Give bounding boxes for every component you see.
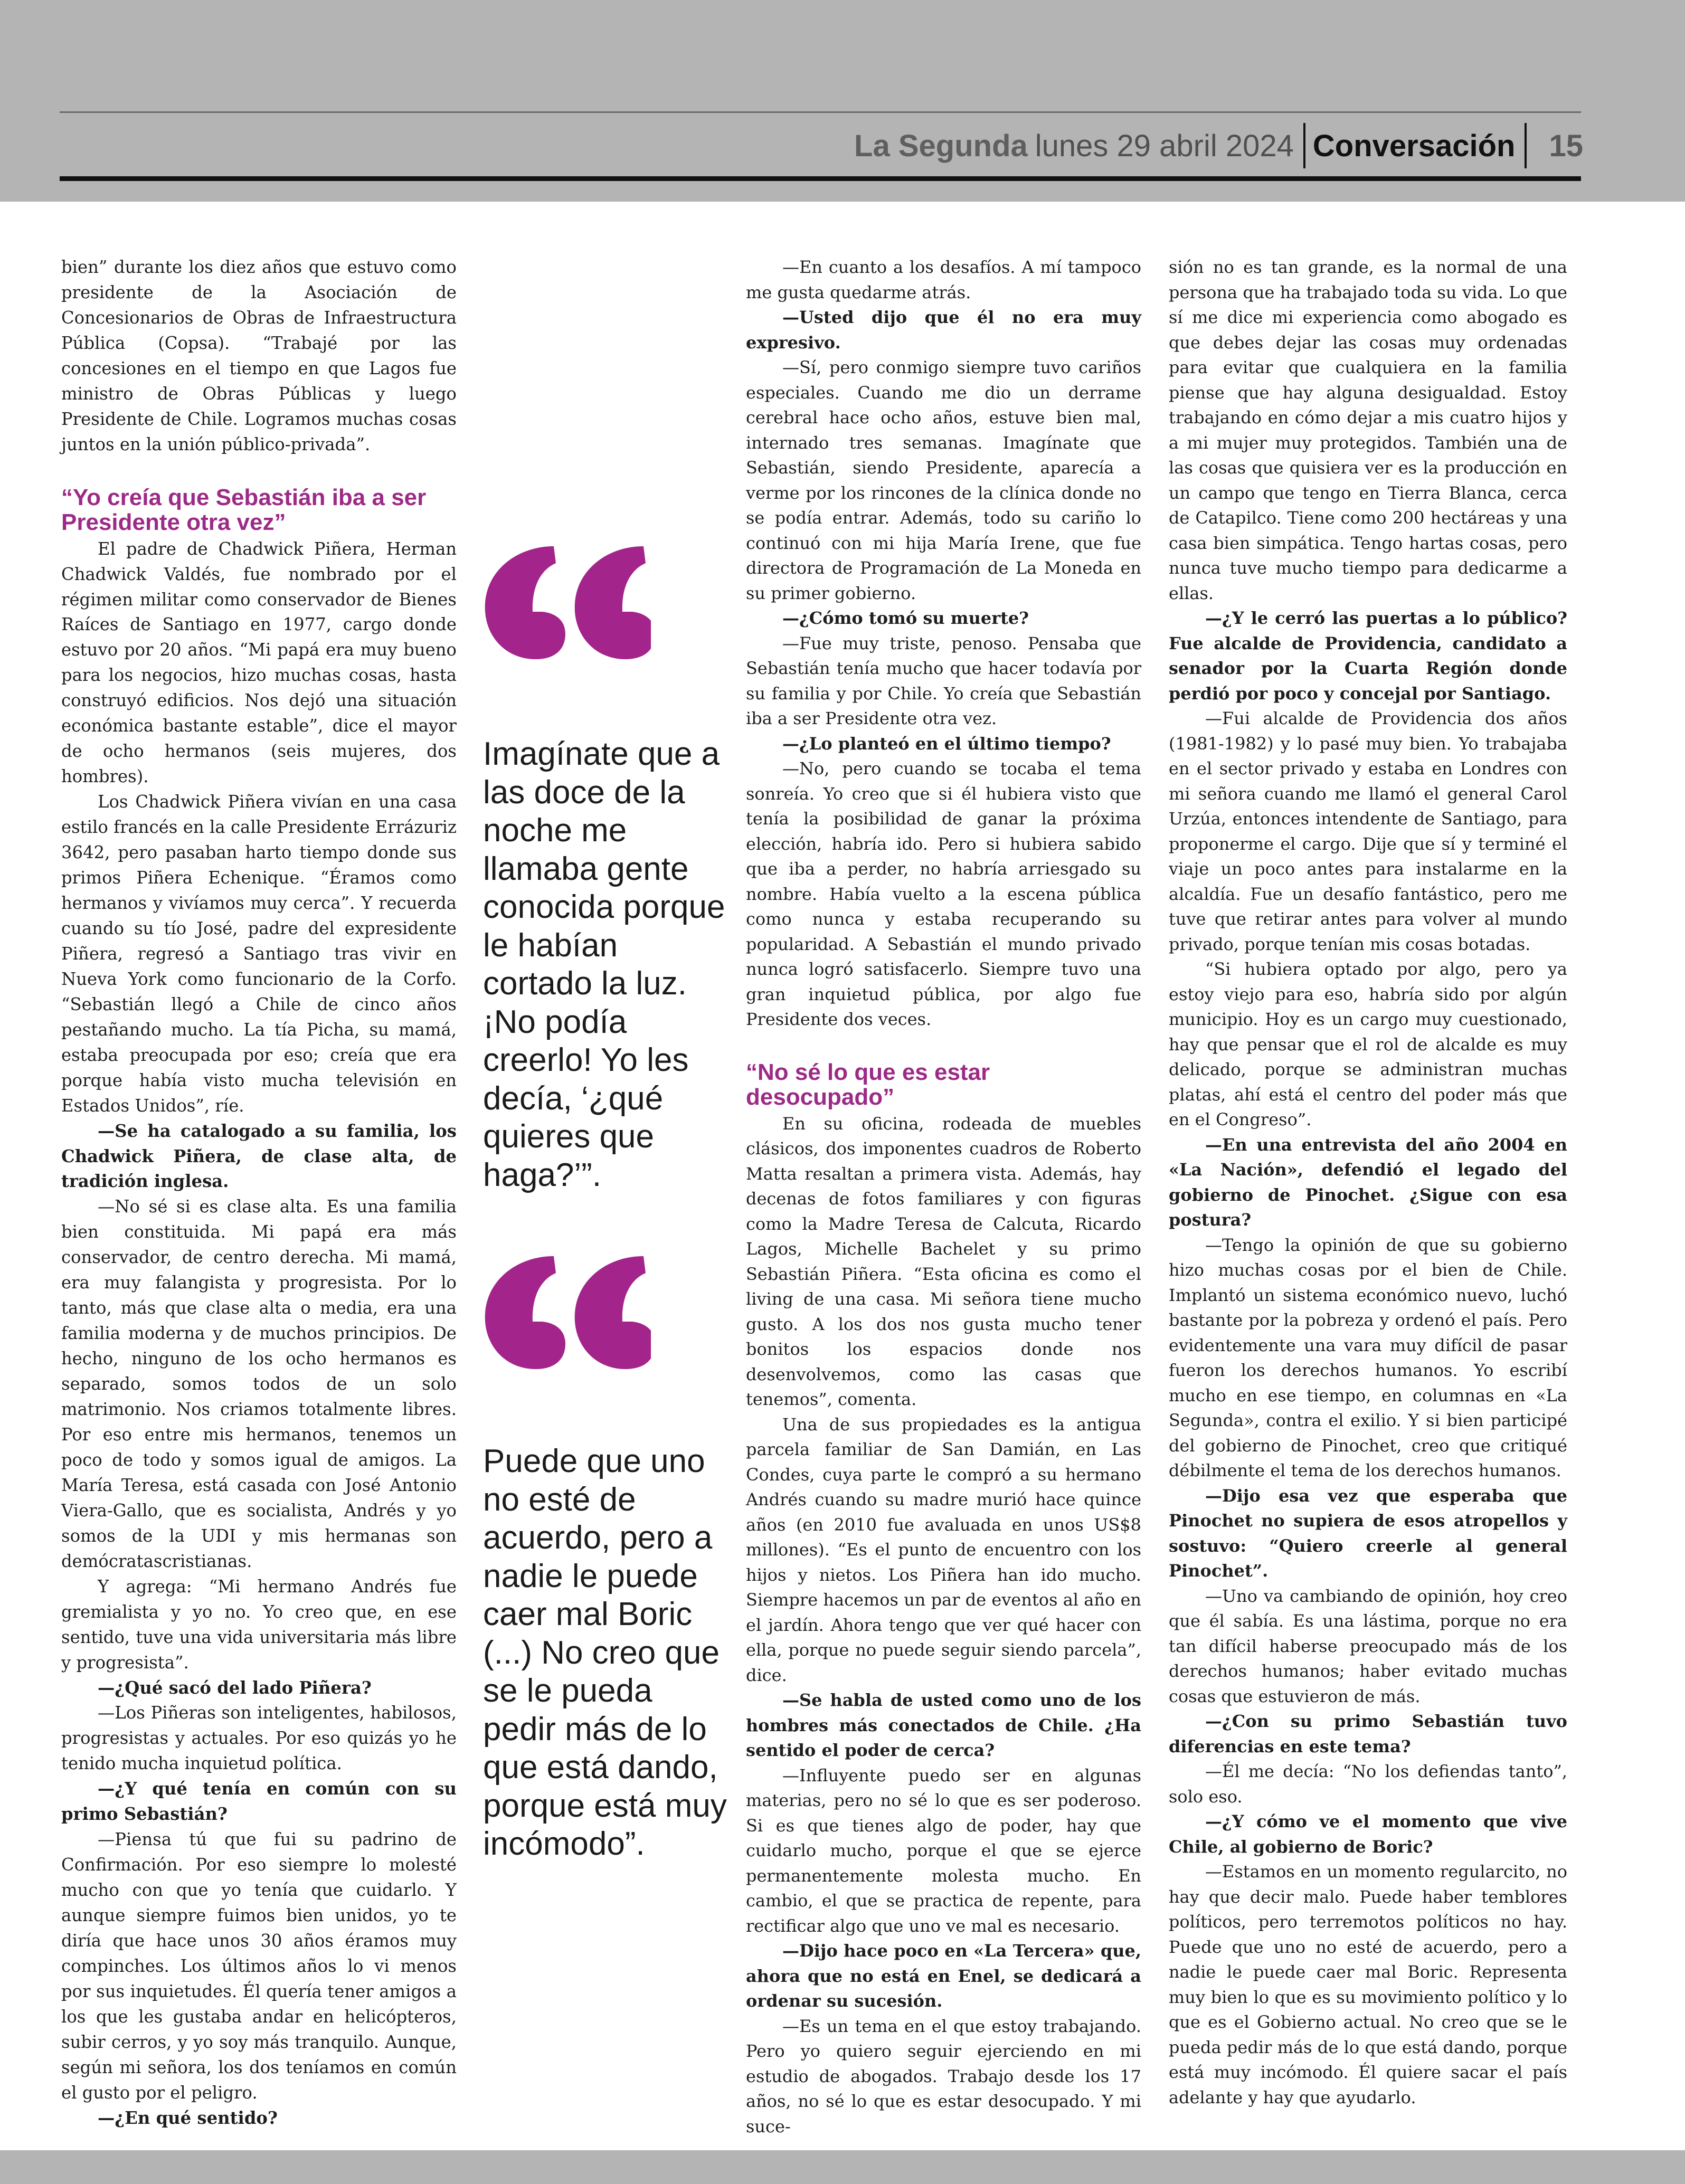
- paragraph: bien” durante los diez años que estuvo como presidente de la Asociación de Concesionarios de Obras de Infraestructura Pública (Copsa). “Trabajé por las concesiones en el tiempo en que Lagos fue ministro de Obras Públicas y luego Presidente de Chile. Logramos muchas cosas juntos en la unión público-privada”.: [61, 257, 457, 454]
- newspaper-name: La Segunda: [854, 128, 1028, 163]
- interview-question: —Se habla de usted como uno de los hombres más conectados de Chile. ¿Ha sentido el poder de cerca?: [746, 1690, 1141, 1760]
- paragraph: —Estamos en un momento regularcito, no hay que decir malo. Puede haber temblores políticos, pero terremotos políticos no hay. Puede que uno no esté de acuerdo, pero a nadie le puede caer mal Boric. Representa muy bien lo que es su movimiento político y lo que es el Gobierno actual. No creo que se le pueda pedir más de lo que está dando, porque está muy incómodo. Él quiere sacar el país adelante y hay que ayudarlo.: [1169, 1862, 1567, 2107]
- interview-question: —Dijo esa vez que esperaba que Pinochet no supiera de esos atropellos y sostuvo: “Quiero creerle al general Pinochet”.: [1169, 1485, 1567, 1581]
- header-bottom-rule: [60, 176, 1581, 181]
- paragraph: —Piensa tú que fui su padrino de Confirmación. Por eso siempre lo molesté mucho con que yo tenía que cuidarlo. Y aunque siempre fuimos bien unidos, yo te diría que hace unos 30 años éramos muy compinches. Los últimos años lo vi menos por sus inquietudes. Él quería tener amigos a los que les gustaba andar en helicópteros, subir cerros, y yo soy más tranquilo. Aunque, según mi señora, los dos teníamos en común el gusto por el peligro.: [61, 1829, 457, 2103]
- article-column-3: [1169, 255, 1567, 2110]
- page-footer-band: [0, 2150, 1685, 2184]
- paragraph: Y agrega: “Mi hermano Andrés fue gremialista y yo no. Yo creo que, en ese sentido, tuve una vida universitaria más libre y progresista”.: [61, 1576, 457, 1673]
- header-top-rule: [60, 111, 1581, 113]
- article-column-2: [746, 255, 1141, 2139]
- header-divider: [1303, 123, 1305, 168]
- quote-mark-icon: [477, 546, 651, 668]
- paragraph: —Uno va cambiando de opinión, hoy creo que él sabía. Es una lástima, porque no era tan difícil haberse preocupado más de los derechos humanos; haber evitado muchas cosas que estuvieron de más.: [1169, 1585, 1567, 1706]
- interview-question: —¿Con su primo Sebastián tuvo diferencias en este tema?: [1169, 1711, 1567, 1756]
- interview-question: —¿Qué sacó del lado Piñera?: [98, 1677, 372, 1698]
- interview-question: —¿Cómo tomó su muerte?: [782, 608, 1029, 628]
- section-title: Conversación: [1312, 128, 1516, 163]
- interview-question: —En una entrevista del año 2004 en «La Nación», defendió el legado del gobierno de Pinochet. ¿Sigue con esa postura?: [1169, 1134, 1567, 1230]
- pull-quote-1: Imagínate que a las doce de la noche me llamaba gente conocida porque le habían cortado la luz. ¡No podía creerlo! Yo les decía, ‘¿qué quieres que haga?’”.: [483, 736, 725, 1193]
- subheading: “No sé lo que es estar desocupado”: [746, 1059, 990, 1110]
- interview-question: —¿Y qué tenía en común con su primo Sebastián?: [61, 1779, 457, 1825]
- paragraph: Los Chadwick Piñera vivían en una casa estilo francés en la calle Presidente Errázuriz 3642, pero pasaban harto tiempo donde sus primos Piñera Echenique. “Éramos como hermanos y vivíamos muy cerca”. Y recuerda cuando su tío José, padre del expresidente Piñera, regresó a Santiago tras vivir en Nueva York como funcionario de la Corfo. “Sebastián llegó a Chile de cinco años pestañando mucho. La tía Picha, su mamá, estaba preocupada por eso; creía que era porque había visto mucha televisión en Estados Unidos”, ríe.: [61, 792, 457, 1116]
- paragraph: sión no es tan grande, es la normal de una persona que ha trabajado toda su vida. Lo que sí me dice mi experiencia como abogado es que debes dejar las cosas muy ordenadas para evitar que cualquiera en la familia piense que hay alguna desigualdad. Estoy trabajando en cómo dejar a mis cuatro hijos y a mi mujer muy protegidos. También una de las cosas que quisiera ver es la producción en un campo que tengo en Tierra Blanca, cerca de Catapilco. Tiene como 200 hectáreas y una casa bien simpática. Tengo hartas cosas, pero nunca tuve mucho tiempo para dedicarme a ellas.: [1169, 257, 1567, 603]
- paragraph: “Si hubiera optado por algo, pero ya estoy viejo para eso, habría sido por algún municipio. Hoy es un cargo muy cuestionado, hay que pensar que el rol de alcalde es muy delicado, porque se administran muchas platas, ahí está el centro del poder más que en el Congreso”.: [1169, 959, 1567, 1129]
- interview-question: —Se ha catalogado a su familia, los Chadwick Piñera, de clase alta, de tradición inglesa.: [61, 1121, 457, 1192]
- page-header: [0, 0, 1685, 202]
- paragraph: —Él me decía: “No los defiendas tanto”, solo eso.: [1169, 1761, 1567, 1807]
- paragraph: —Sí, pero conmigo siempre tuvo cariños especiales. Cuando me dio un derrame cerebral hace ocho años, estuve bien mal, internado tres semanas. Imagínate que Sebastián, siendo Presidente, aparecía a verme por los rincones de la clínica donde no se podía entrar. Además, todo su cariño lo continuó con mi hija María Irene, que fue directora de Programación de La Moneda en su primer gobierno.: [746, 357, 1141, 603]
- pull-quote-2: Puede que uno no esté de acuerdo, pero a nadie le puede caer mal Boric (...) No creo que se le pueda pedir más de lo que está dando, porque está muy incómodo”.: [483, 1443, 727, 1862]
- paragraph: —Fui alcalde de Providencia dos años (1981-1982) y lo pasé muy bien. Yo trabajaba en el sector privado y estaba en Londres con mi señora cuando me llamó el general Carol Urzúa, entonces intendente de Santiago, para proponerme el cargo. Dije que sí y terminé el viaje un poco antes para instalarme en la alcaldía. Fue un desafío fantástico, pero me tuve que retirar antes para volver al mundo privado, porque tenían mis cosas botadas.: [1169, 708, 1567, 954]
- interview-question: —¿Y le cerró las puertas a lo público? Fue alcalde de Providencia, candidato a senador por la Cuarta Región donde perdió por poco y concejal por Santiago.: [1169, 608, 1567, 704]
- paragraph: —Fue muy triste, penoso. Pensaba que Sebastián tenía mucho que hacer todavía por su familia y por Chile. Yo creía que Sebastián iba a ser Presidente otra vez.: [746, 633, 1141, 728]
- masthead: [854, 117, 1583, 175]
- interview-question: —¿Y cómo ve el momento que vive Chile, al gobierno de Boric?: [1169, 1811, 1567, 1857]
- paragraph: En su oficina, rodeada de muebles clásicos, dos imponentes cuadros de Roberto Matta resaltan a primera vista. Además, hay decenas de fotos familiares y con figuras como la Madre Teresa de Calcuta, Ricardo Lagos, Michelle Bachelet y su primo Sebastián Piñera. “Esta oficina es como el living de una casa. Mi señora tiene mucho gusto. A los dos nos gusta mucho tener bonitos los espacios donde nos desenvolvemos, como las casas que tenemos”, comenta.: [746, 1113, 1141, 1409]
- paragraph: —No, pero cuando se tocaba el tema sonreía. Yo creo que si él hubiera visto que tenía la posibilidad de ganar la próxima elección, habría ido. Pero si hubiera sabido que iba a perder, no habría arriesgado su nombre. Había vuelto a la escena pública como nunca y estaba recuperando su popularidad. A Sebastián el mundo privado nunca logró satisfacerlo. Siempre tuvo una gran inquietud pública, por algo fue Presidente dos veces.: [746, 758, 1141, 1029]
- paragraph: El padre de Chadwick Piñera, Herman Chadwick Valdés, fue nombrado por el régimen militar como conservador de Bienes Raíces de Santiago en 1977, cargo donde estuvo por 20 años. “Mi papá era muy bueno para los negocios, hizo muchas cosas, hasta construyó edificios. Nos dejó una situación económica bastante estable”, dice el mayor de ocho hermanos (seis mujeres, dos hombres).: [61, 538, 457, 787]
- paragraph: —En cuanto a los desafíos. A mí tampoco me gusta quedarme atrás.: [746, 257, 1141, 302]
- header-divider: [1525, 123, 1527, 168]
- interview-question: —¿En qué sentido?: [98, 2107, 278, 2128]
- interview-question: —Dijo hace poco en «La Tercera» que, ahora que no está en Enel, se dedicará a ordenar su sucesión.: [746, 1941, 1141, 2011]
- interview-question: —Usted dijo que él no era muy expresivo.: [746, 307, 1141, 353]
- paragraph: —Influyente puedo ser en algunas materias, pero no sé lo que es ser poderoso. Si es que tienes algo de poder, hay que cuidarlo mucho, porque el que se ejerce permanentemente molesta mucho. En cambio, el que se practica de repente, para rectificar algo que uno ve mal es necesario.: [746, 1765, 1141, 1936]
- paragraph: —No sé si es clase alta. Es una familia bien constituida. Mi papá era más conservador, de centro derecha. Mi mamá, era muy falangista y progresista. Por lo tanto, más que clase alta o media, era una familia moderna y de muchos principios. De hecho, ninguno de los ocho hermanos es separado, somos todos de un solo matrimonio. Nos criamos totalmente libres. Por eso entre mis hermanos, tenemos un poco de todo y somos igual de amigos. La María Teresa, está casada con José Antonio Viera-Gallo, que es socialista, Andrés y yo somos de la UDI y mis hermanas son demócratascristianas.: [61, 1197, 457, 1571]
- paragraph: —Tengo la opinión de que su gobierno hizo muchas cosas por el bien de Chile. Implantó un sistema económico nuevo, luchó bastante por la pobreza y ordenó el país. Pero evidentemente una vara muy difícil de pasar fueron los derechos humanos. Yo escribí mucho en ese tiempo, en columnas en «La Segunda», contra el exilio. Y si bien participé del gobierno de Pinochet, creo que critiqué débilmente el tema de los derechos humanos.: [1169, 1235, 1567, 1480]
- paragraph: —Es un tema en el que estoy trabajando. Pero yo quiero seguir ejerciendo en mi estudio de abogados. Trabajo desde los 17 años, no sé lo que es estar desocupado. Y mi suce-: [746, 2016, 1141, 2136]
- page-number: 15: [1549, 128, 1583, 163]
- subheading: “Yo creía que Sebastián iba a ser Presidente otra vez”: [61, 484, 427, 535]
- paragraph: —Los Piñeras son inteligentes, habilosos, progresistas y actuales. Por eso quizás yo he tenido mucha inquietud política.: [61, 1703, 457, 1774]
- quote-mark-icon: [477, 1256, 651, 1378]
- paragraph: Una de sus propiedades es la antigua parcela familiar de San Damián, en Las Condes, cuya parte le compró a su hermano Andrés cuando su madre murió hace quince años (en 2010 fue avaluada en unos US$8 millones). “Es el punto de encuentro con los hijos y nietos. Los Piñera han ido mucho. Siempre hacemos un par de eventos al año en el jardín. Ahora tengo que ver qué hacer con ella, porque no puede seguir siendo parcela”, dice.: [746, 1414, 1141, 1685]
- article-column-1: [61, 255, 457, 2131]
- issue-date: lunes 29 abril 2024: [1035, 128, 1294, 163]
- interview-question: —¿Lo planteó en el último tiempo?: [782, 733, 1111, 754]
